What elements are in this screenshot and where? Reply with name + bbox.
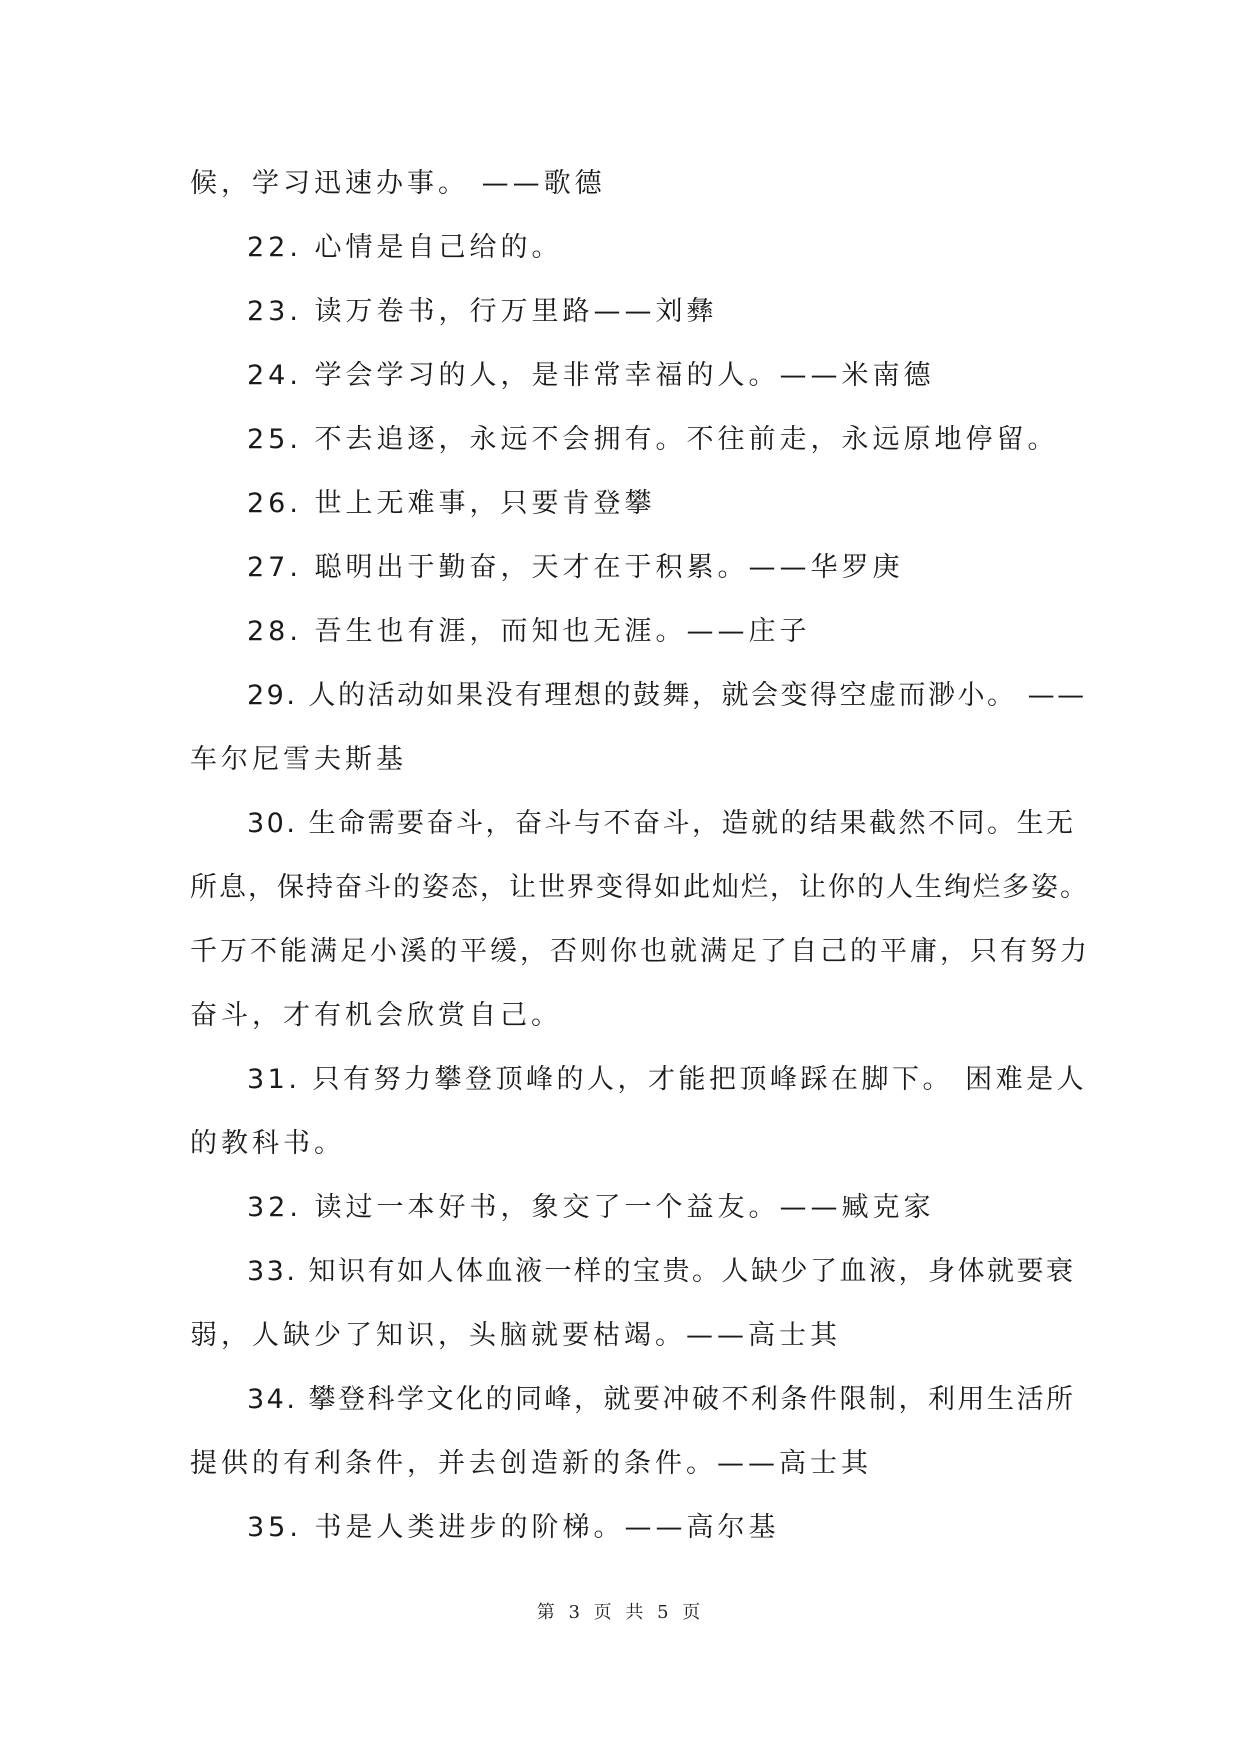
text-line: 候，学习迅速办事。 ——歌德 (190, 168, 606, 199)
text-line: 31. 只有努力攀登顶峰的人，才能把顶峰踩在脚下。 困难是人 (247, 1064, 1088, 1095)
text-line: 26. 世上无难事，只要肯登攀 (247, 488, 656, 519)
text-line: 奋斗，才有机会欣赏自己。 (190, 1000, 562, 1031)
text-line: 23. 读万卷书，行万里路——刘彝 (247, 296, 718, 327)
text-line: 27. 聪明出于勤奋，天才在于积累。——华罗庚 (247, 552, 904, 583)
text-line: 千万不能满足小溪的平缓，否则你也就满足了自己的平庸，只有努力 (190, 936, 1090, 967)
text-line: 25. 不去追逐，永远不会拥有。不往前走，永远原地停留。 (247, 424, 1059, 455)
text-line: 车尔尼雪夫斯基 (190, 744, 407, 775)
page-footer: 第 3 页 共 5 页 (536, 1602, 705, 1623)
text-line: 所息，保持奋斗的姿态，让世界变得如此灿烂，让你的人生绚烂多姿。 (190, 872, 1089, 903)
text-line: 的教科书。 (190, 1128, 345, 1159)
text-line: 28. 吾生也有涯，而知也无涯。——庄子 (247, 616, 811, 647)
text-line: 32. 读过一本好书，象交了一个益友。——臧克家 (247, 1192, 935, 1223)
text-line: 33. 知识有如人体血液一样的宝贵。人缺少了血液，身体就要衰 (247, 1256, 1076, 1287)
text-line: 提供的有利条件，并去创造新的条件。——高士其 (190, 1448, 872, 1479)
text-line: 34. 攀登科学文化的同峰，就要冲破不利条件限制，利用生活所 (247, 1384, 1076, 1415)
text-line: 35. 书是人类进步的阶梯。——高尔基 (247, 1512, 780, 1543)
text-line: 30. 生命需要奋斗，奋斗与不奋斗，造就的结果截然不同。生无 (247, 808, 1076, 839)
text-line: 弱，人缺少了知识，头脑就要枯竭。——高士其 (190, 1320, 841, 1351)
text-line: 22. 心情是自己给的。 (247, 232, 563, 263)
text-line: 29. 人的活动如果没有理想的鼓舞，就会变得空虚而渺小。 —— (247, 680, 1087, 711)
text-line: 24. 学会学习的人，是非常幸福的人。——米南德 (247, 360, 935, 391)
